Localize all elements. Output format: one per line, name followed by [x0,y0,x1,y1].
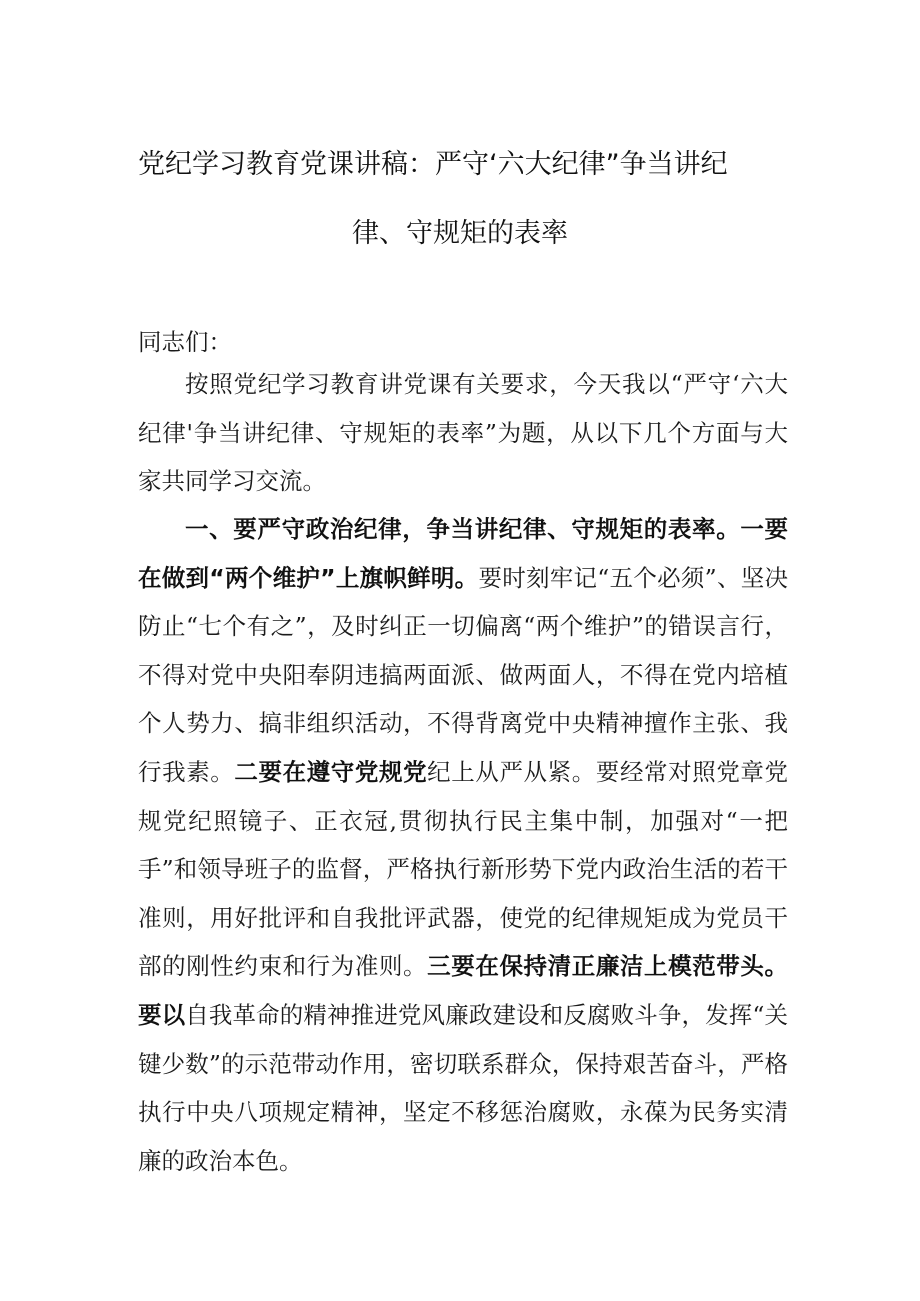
document-title-line-2: 律、守规矩的表率 [352,218,568,249]
point-2-heading: 二要在遵守党规党 [234,757,428,786]
section-1-paragraph [138,505,788,1185]
salutation: 同志们： [138,328,232,356]
document-title-line-1: 党纪学习教育党课讲稿：严守‘六大纪律”争当讲纪 [138,149,728,180]
intro-paragraph: 按照党纪学习教育讲党课有关要求，今天我以“严守‘六大纪律'争当讲纪律、守规矩的表率”为题，从以下几个方面与大家共同学习交流。 [138,370,788,496]
point-3-text: 自我革命的精神推进党风廉政建设和反腐败斗争，发挥“关键少数”的示范带动作用，密切联系群众，保持艰苦奋斗，严格执行中央八项规定精神，坚定不移惩治腐败，永葆为民务实清廉的政治本色。 [138,1000,789,1175]
point-1-heading: 一要在做到“两个维护”上旗帜鲜明。 [138,515,789,592]
point-3-heading: 三要在保持清正廉洁上模范带头。要以 [138,952,789,1029]
point-2-text: 纪上从严从紧。要经常对照党章党规党纪照镜子、正衣冠,贯彻执行民主集中制，加强对“一把手”和领导班子的监督，严格执行新形势下党内政治生活的若干准则，用好批评和自我批评武器，使党的纪律规矩成为党员干部的刚性约束和行为准则。 [138,757,789,981]
point-1-text: 要时刻牢记“五个必须”、坚决防止“七个有之”，及时纠正一切偏离“两个维护”的错误言行，不得对党中央阳奉阴违搞两面派、做两面人，不得在党内培植个人势力、搞非组织活动，不得背离党中央精神擅作主张、我行我素。 [138,563,788,786]
section-1-heading: 一、要严守政治纪律，争当讲纪律、守规矩的表率。 [185,515,741,543]
